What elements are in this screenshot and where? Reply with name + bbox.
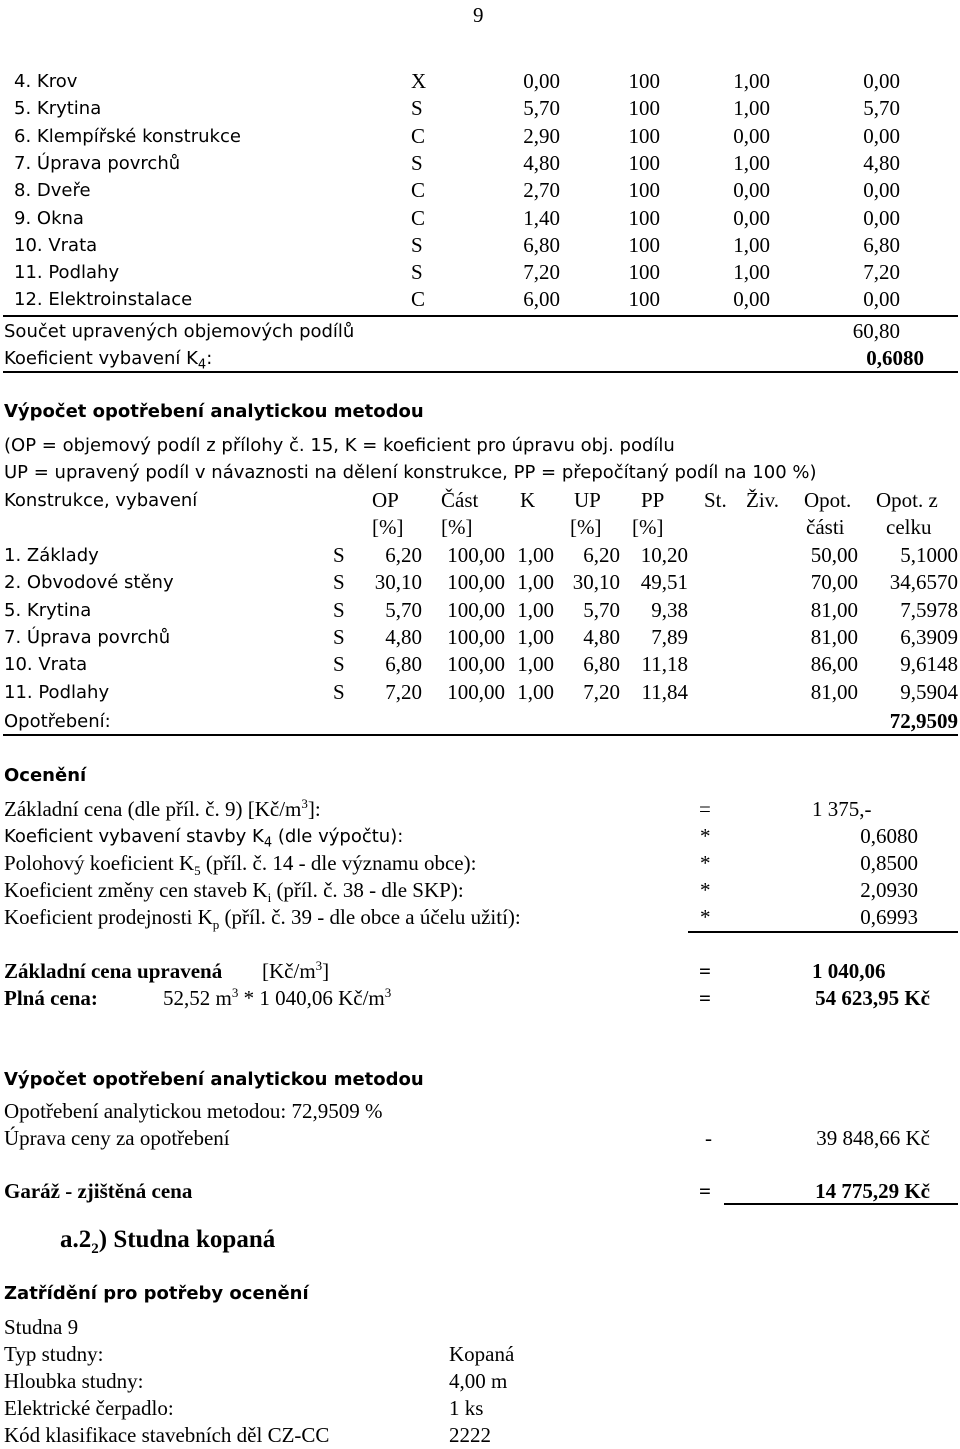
wear-row-name: 5. Krytina bbox=[4, 599, 92, 621]
row-value-2: 100 bbox=[628, 123, 660, 148]
row-value-2: 100 bbox=[628, 178, 660, 203]
wear-row-opot: 81,00 bbox=[810, 624, 858, 649]
adjusted-price-op: = bbox=[699, 959, 711, 983]
wear-row-op: 30,10 bbox=[374, 570, 422, 595]
well-detail-label: Elektrické čerpadlo: bbox=[4, 1396, 174, 1420]
row-code: X bbox=[411, 69, 427, 93]
row-name: 12. Elektroinstalace bbox=[14, 289, 193, 311]
wear-row-op: 6,20 bbox=[385, 543, 422, 567]
base-price-label: Základní cena (dle příl. č. 9) $[Kč/m^3]$: bbox=[4, 796, 321, 821]
row-value-4: 0,00 bbox=[863, 69, 900, 93]
wear-row-opotz: 34,6570 bbox=[889, 570, 958, 595]
row-value-3: 1,00 bbox=[733, 150, 770, 175]
wear-row-pp: 9,38 bbox=[651, 597, 688, 622]
wear-row-opot: 70,00 bbox=[810, 570, 858, 595]
k4-coef-label: Koeficient vybavení stavby $K_4$ (dle výpočtu): bbox=[4, 826, 404, 851]
row-value-4: 6,80 bbox=[863, 232, 900, 257]
row-value-1: 0,00 bbox=[523, 69, 560, 93]
row-value-2: 100 bbox=[628, 150, 660, 175]
row-value-3: 1,00 bbox=[733, 260, 770, 285]
ki-coef-value: 2,0930 bbox=[860, 878, 918, 902]
wear-row-pp: 7,89 bbox=[651, 624, 688, 649]
wear-row-name: 1. Základy bbox=[4, 545, 99, 566]
wear-row-opotz: 7,5978 bbox=[900, 597, 958, 622]
valuation-heading: Ocenění bbox=[4, 765, 87, 786]
unit-opotz: celku bbox=[886, 515, 932, 539]
wear-row-up: 6,80 bbox=[583, 652, 620, 677]
wear-row-name: 7. Úprava povrchů bbox=[4, 626, 171, 648]
row-name: 4. Krov bbox=[14, 71, 78, 92]
wear-row-opotz: 9,6148 bbox=[900, 652, 958, 677]
row-value-2: 100 bbox=[628, 96, 660, 121]
col-header-op: OP bbox=[372, 488, 399, 512]
row-value-4: 0,00 bbox=[863, 178, 900, 203]
wear-row-op: 5,70 bbox=[385, 597, 422, 622]
col-header-name: Konstrukce, vybavení bbox=[4, 490, 198, 511]
k4-label: Koeficient vybavení $K_4$: bbox=[4, 348, 213, 373]
k4-coef-value: 0,6080 bbox=[860, 824, 918, 848]
row-code: C bbox=[411, 205, 426, 230]
wear-row-k: 1,00 bbox=[517, 597, 554, 622]
kp-coef-value: 0,6993 bbox=[860, 905, 918, 929]
wear-row-pp: 11,84 bbox=[641, 679, 688, 704]
full-price-calc: 52,52 $m^3 * 1$ 040,06 $Kč/m^3$ bbox=[163, 985, 392, 1010]
row-value-3: 0,00 bbox=[733, 205, 770, 230]
unit-up: [%] bbox=[570, 515, 602, 539]
wear-row-code: S bbox=[333, 652, 345, 677]
row-name: 5. Krytina bbox=[14, 98, 102, 120]
full-price-op: = bbox=[699, 986, 711, 1010]
garage-price-op: = bbox=[699, 1179, 711, 1203]
wear-note-2: UP = upravený podíl v návaznosti na dělení konstrukce, PP = přepočítaný podíl na 100 %) bbox=[4, 462, 817, 483]
well-detail-label: Kód klasifikace stavebních děl CZ-CC bbox=[4, 1423, 330, 1447]
wear-row-k: 1,00 bbox=[517, 679, 554, 704]
wear-row-opotz: 6,3909 bbox=[900, 624, 958, 649]
divider bbox=[688, 931, 958, 933]
wear-row-pp: 49,51 bbox=[640, 570, 688, 595]
divider bbox=[3, 734, 958, 736]
row-value-1: 2,70 bbox=[523, 178, 560, 203]
row-value-4: 5,70 bbox=[863, 96, 900, 121]
col-header-up: UP bbox=[574, 488, 601, 512]
row-code: C bbox=[411, 123, 426, 148]
row-value-3: 1,00 bbox=[733, 232, 770, 257]
col-header-pp: PP bbox=[641, 488, 665, 512]
wear-row-up: 4,80 bbox=[583, 624, 620, 649]
garage-price-label: Garáž - zjištěná cena bbox=[4, 1179, 193, 1203]
well-name: Studna 9 bbox=[4, 1315, 79, 1339]
col-header-cast: Část bbox=[441, 488, 479, 512]
row-value-2: 100 bbox=[628, 205, 660, 230]
row-code: C bbox=[411, 178, 426, 203]
wear-row-k: 1,00 bbox=[517, 570, 554, 595]
kp-coef-op: * bbox=[700, 905, 711, 929]
wear-row-pp: 11,18 bbox=[641, 652, 688, 677]
kp-coef-label: Koeficient prodejnosti $K_p$ (příl. č. 39 - dle obce a účelu užití): bbox=[4, 905, 521, 933]
sum-label: Součet upravených objemových podílů bbox=[4, 321, 355, 342]
unit-opot: části bbox=[806, 515, 845, 539]
wear-note-1: (OP = objemový podíl z přílohy č. 15, K = koeficient pro úpravu obj. podílu bbox=[4, 435, 675, 456]
row-name: 11. Podlahy bbox=[14, 262, 120, 284]
row-code: S bbox=[411, 260, 423, 285]
well-heading: $a.2_2$) Studna kopaná bbox=[60, 1226, 276, 1257]
row-value-3: 0,00 bbox=[733, 123, 770, 148]
row-value-3: 0,00 bbox=[733, 287, 770, 312]
row-value-3: 0,00 bbox=[733, 178, 770, 203]
row-name: 9. Okna bbox=[14, 207, 84, 229]
base-price-op: = bbox=[699, 797, 711, 821]
wear2-line: Opotřebení analytickou metodou: 72,9509 % bbox=[4, 1099, 383, 1123]
wear-row-k: 1,00 bbox=[517, 624, 554, 649]
wear-row-pp: 10,20 bbox=[640, 543, 688, 567]
row-value-1: 2,90 bbox=[523, 123, 560, 148]
k5-coef-label: Polohový koeficient $K_5$ (příl. č. 14 - dle významu obce): bbox=[4, 851, 477, 879]
row-value-1: 6,00 bbox=[523, 287, 560, 312]
row-code: S bbox=[411, 96, 423, 121]
wear-row-up: 7,20 bbox=[583, 679, 620, 704]
base-price-value: 1 375,- bbox=[812, 797, 872, 821]
row-value-3: 1,00 bbox=[733, 96, 770, 121]
row-value-2: 100 bbox=[628, 260, 660, 285]
wear-row-cast: 100,00 bbox=[447, 597, 505, 622]
row-value-1: 7,20 bbox=[523, 260, 560, 285]
wear-row-cast: 100,00 bbox=[447, 652, 505, 677]
well-detail-value: 1 ks bbox=[449, 1396, 484, 1420]
k5-coef-op: * bbox=[700, 851, 711, 875]
row-value-4: 4,80 bbox=[863, 150, 900, 175]
wear-total-label: Opotřebení: bbox=[4, 711, 111, 732]
wear-row-code: S bbox=[333, 624, 345, 649]
row-code: C bbox=[411, 287, 426, 312]
row-name: 10. Vrata bbox=[14, 234, 98, 256]
wear-row-op: 4,80 bbox=[385, 624, 422, 649]
wear-adjustment-value: 39 848,66 Kč bbox=[816, 1126, 930, 1150]
row-name: 7. Úprava povrchů bbox=[14, 152, 181, 174]
wear-row-opotz: 5,1000 bbox=[900, 543, 958, 567]
row-name: 6. Klempířské konstrukce bbox=[14, 125, 241, 147]
row-name: 8. Dveře bbox=[14, 180, 91, 202]
well-detail-value: 2222 bbox=[449, 1423, 491, 1447]
wear-heading: Výpočet opotřebení analytickou metodou bbox=[4, 401, 424, 422]
row-code: S bbox=[411, 232, 423, 257]
col-header-ziv: Živ. bbox=[746, 488, 780, 512]
wear-row-code: S bbox=[333, 570, 345, 595]
full-price-label: Plná cena: bbox=[4, 986, 98, 1010]
divider bbox=[724, 1203, 958, 1205]
row-value-2: 100 bbox=[628, 69, 660, 93]
wear-row-opot: 86,00 bbox=[810, 652, 858, 677]
k4-coef-op: * bbox=[700, 824, 711, 848]
row-value-3: 1,00 bbox=[733, 69, 770, 93]
row-code: S bbox=[411, 150, 423, 175]
wear2-heading: Výpočet opotřebení analytickou metodou bbox=[4, 1069, 424, 1090]
adjusted-price-value: 1 040,06 bbox=[812, 959, 886, 983]
wear-row-cast: 100,00 bbox=[447, 624, 505, 649]
unit-cast: [%] bbox=[441, 515, 473, 539]
wear-row-k: 1,00 bbox=[517, 543, 554, 567]
row-value-4: 0,00 bbox=[863, 123, 900, 148]
col-header-opot: Opot. bbox=[804, 488, 852, 512]
wear-row-opotz: 9,5904 bbox=[900, 679, 958, 704]
wear-row-op: 7,20 bbox=[385, 679, 422, 704]
wear-row-up: 5,70 bbox=[583, 597, 620, 622]
adjusted-price-unit: $[Kč/m^3]$ bbox=[262, 958, 330, 983]
wear-row-cast: 100,00 bbox=[447, 543, 505, 567]
row-value-4: 0,00 bbox=[863, 205, 900, 230]
wear-row-k: 1,00 bbox=[517, 652, 554, 677]
wear-row-code: S bbox=[333, 679, 345, 704]
wear-row-up: 30,10 bbox=[572, 570, 620, 595]
wear-row-name: 10. Vrata bbox=[4, 654, 88, 676]
wear-adjustment-op: - bbox=[705, 1126, 712, 1150]
wear-row-code: S bbox=[333, 597, 345, 622]
wear-row-op: 6,80 bbox=[385, 652, 422, 677]
well-detail-label: Hloubka studny: bbox=[4, 1369, 144, 1393]
full-price-value: 54 623,95 Kč bbox=[815, 986, 930, 1010]
well-detail-value: 4,00 m bbox=[449, 1369, 508, 1393]
divider bbox=[3, 315, 958, 317]
col-header-st: St. bbox=[704, 488, 727, 512]
wear-row-name: 11. Podlahy bbox=[4, 681, 110, 703]
wear-row-opot: 81,00 bbox=[810, 597, 858, 622]
col-header-opotz: Opot. z bbox=[876, 488, 938, 512]
wear-total-value: 72,9509 bbox=[889, 709, 958, 733]
wear-row-name: 2. Obvodové stěny bbox=[4, 572, 174, 594]
ki-coef-label: Koeficient změny cen staveb $K_i$ (příl. č. 38 - dle SKP): bbox=[4, 878, 464, 906]
wear-row-code: S bbox=[333, 543, 345, 567]
sum-value: 60,80 bbox=[852, 319, 900, 343]
row-value-1: 1,40 bbox=[523, 205, 560, 230]
k5-coef-value: 0,8500 bbox=[860, 851, 918, 875]
row-value-4: 7,20 bbox=[863, 260, 900, 285]
row-value-2: 100 bbox=[628, 287, 660, 312]
wear-row-up: 6,20 bbox=[583, 543, 620, 567]
col-header-k: K bbox=[520, 488, 536, 512]
ki-coef-op: * bbox=[700, 878, 711, 902]
row-value-1: 4,80 bbox=[523, 150, 560, 175]
wear-adjustment-label: Úprava ceny za opotřebení bbox=[4, 1126, 230, 1150]
well-detail-value: Kopaná bbox=[449, 1342, 515, 1366]
unit-op: [%] bbox=[372, 515, 404, 539]
row-value-1: 6,80 bbox=[523, 232, 560, 257]
well-detail-label: Typ studny: bbox=[4, 1342, 104, 1366]
unit-pp: [%] bbox=[632, 515, 664, 539]
wear-row-cast: 100,00 bbox=[447, 679, 505, 704]
garage-price-value: 14 775,29 Kč bbox=[815, 1179, 930, 1203]
row-value-4: 0,00 bbox=[863, 287, 900, 312]
page-number: 9 bbox=[473, 3, 484, 27]
row-value-1: 5,70 bbox=[523, 96, 560, 121]
divider bbox=[3, 371, 958, 373]
classification-heading: Zatřídění pro potřeby ocenění bbox=[4, 1283, 309, 1304]
row-value-2: 100 bbox=[628, 232, 660, 257]
adjusted-price-label: Základní cena upravená bbox=[4, 959, 223, 983]
wear-row-opot: 50,00 bbox=[810, 543, 858, 567]
wear-row-cast: 100,00 bbox=[447, 570, 505, 595]
k4-value: 0,6080 bbox=[866, 346, 924, 370]
wear-row-opot: 81,00 bbox=[810, 679, 858, 704]
